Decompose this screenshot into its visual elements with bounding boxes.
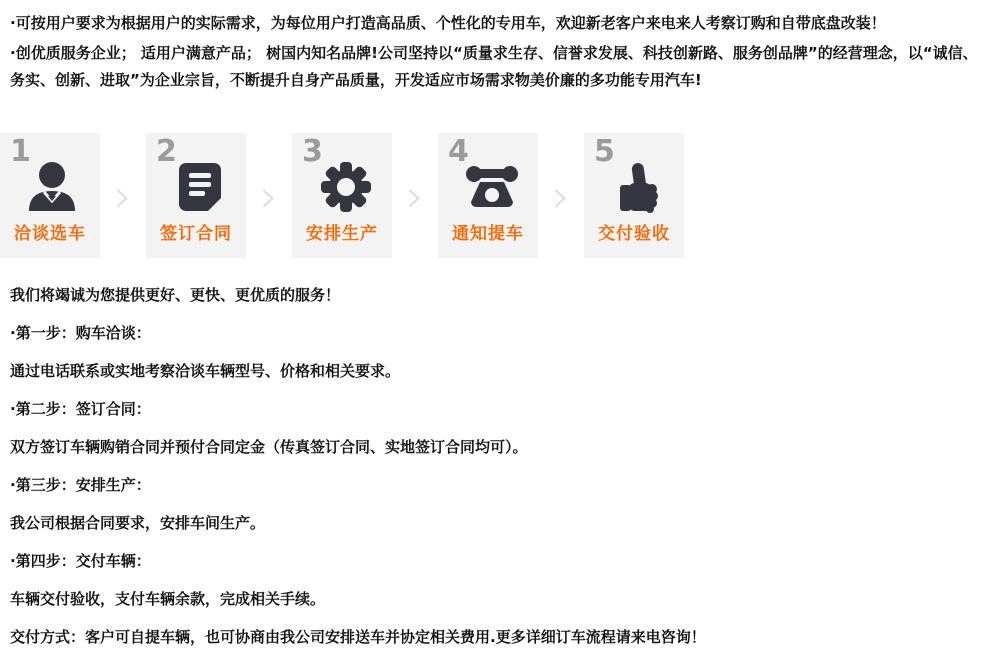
order-process-steps (0, 133, 690, 258)
step-label: 通知提车 (452, 224, 524, 244)
delivery-method-note: 交付方式：客户可自提车辆，也可协商由我公司安排送车并协定相关费用.更多详细订车流程请来电咨询！ (10, 628, 706, 646)
gear-icon (314, 155, 378, 219)
step-box-contract (146, 133, 246, 258)
step-number: 4 (448, 134, 469, 169)
step-label: 洽谈选车 (14, 224, 86, 244)
step-label: 交付验收 (598, 224, 670, 244)
step-number: 5 (594, 134, 615, 169)
step-number: 1 (10, 134, 31, 169)
chevron-right-icon: › (405, 168, 425, 223)
step-number: 2 (156, 134, 177, 169)
step1-body: 通过电话联系或实地考察洽谈车辆型号、价格和相关要求。 (10, 362, 401, 380)
step4-body: 车辆交付验收，支付车辆余款，完成相关手续。 (10, 590, 326, 608)
intro-line-1: ·可按用户要求为根据用户的实际需求，为每位用户打造高品质、个性化的专用车，欢迎新老客户来电来人考察订购和自带底盘改装！ (10, 14, 886, 32)
intro-line-2: ·创优质服务企业； 适用户满意产品； 树国内知名品牌!公司坚持以“质量求生存、信誉求发展、科技创新路、服务创品牌”的经营理念，以“诚信、务实、创新、进取”为企业宗旨，不断提升自身产品质量，开发适应市场需求物美价廉的多功能专用汽车! (10, 44, 978, 89)
thumbs-up-icon (606, 155, 670, 219)
intro-paragraphs (0, 0, 1000, 94)
step-label: 签订合同 (160, 224, 232, 244)
service-pledge: 我们将竭诚为您提供更好、更快、更优质的服务！ (10, 286, 341, 304)
step3-body: 我公司根据合同要求，安排车间生产。 (10, 514, 266, 532)
step-box-pickup-notice (438, 133, 538, 258)
step-box-production (292, 133, 392, 258)
step2-body: 双方签订车辆购销合同并预付合同定金（传真签订合同、实地签订合同均可）。 (10, 438, 528, 456)
phone-icon (460, 155, 524, 219)
document-icon (168, 155, 232, 219)
step4-heading: ·第四步：交付车辆： (10, 552, 151, 570)
step-box-delivery (584, 133, 684, 258)
chevron-right-icon: › (551, 168, 571, 223)
step2-heading: ·第二步：签订合同： (10, 400, 151, 418)
chevron-right-icon: › (113, 168, 133, 223)
step-box-consult (0, 133, 100, 258)
step3-heading: ·第三步：安排生产： (10, 476, 151, 494)
step-label: 安排生产 (306, 224, 378, 244)
process-details (10, 286, 990, 666)
step-number: 3 (302, 134, 323, 169)
person-icon (22, 155, 86, 219)
chevron-right-icon: › (259, 168, 279, 223)
step1-heading: ·第一步：购车洽谈： (10, 324, 151, 342)
